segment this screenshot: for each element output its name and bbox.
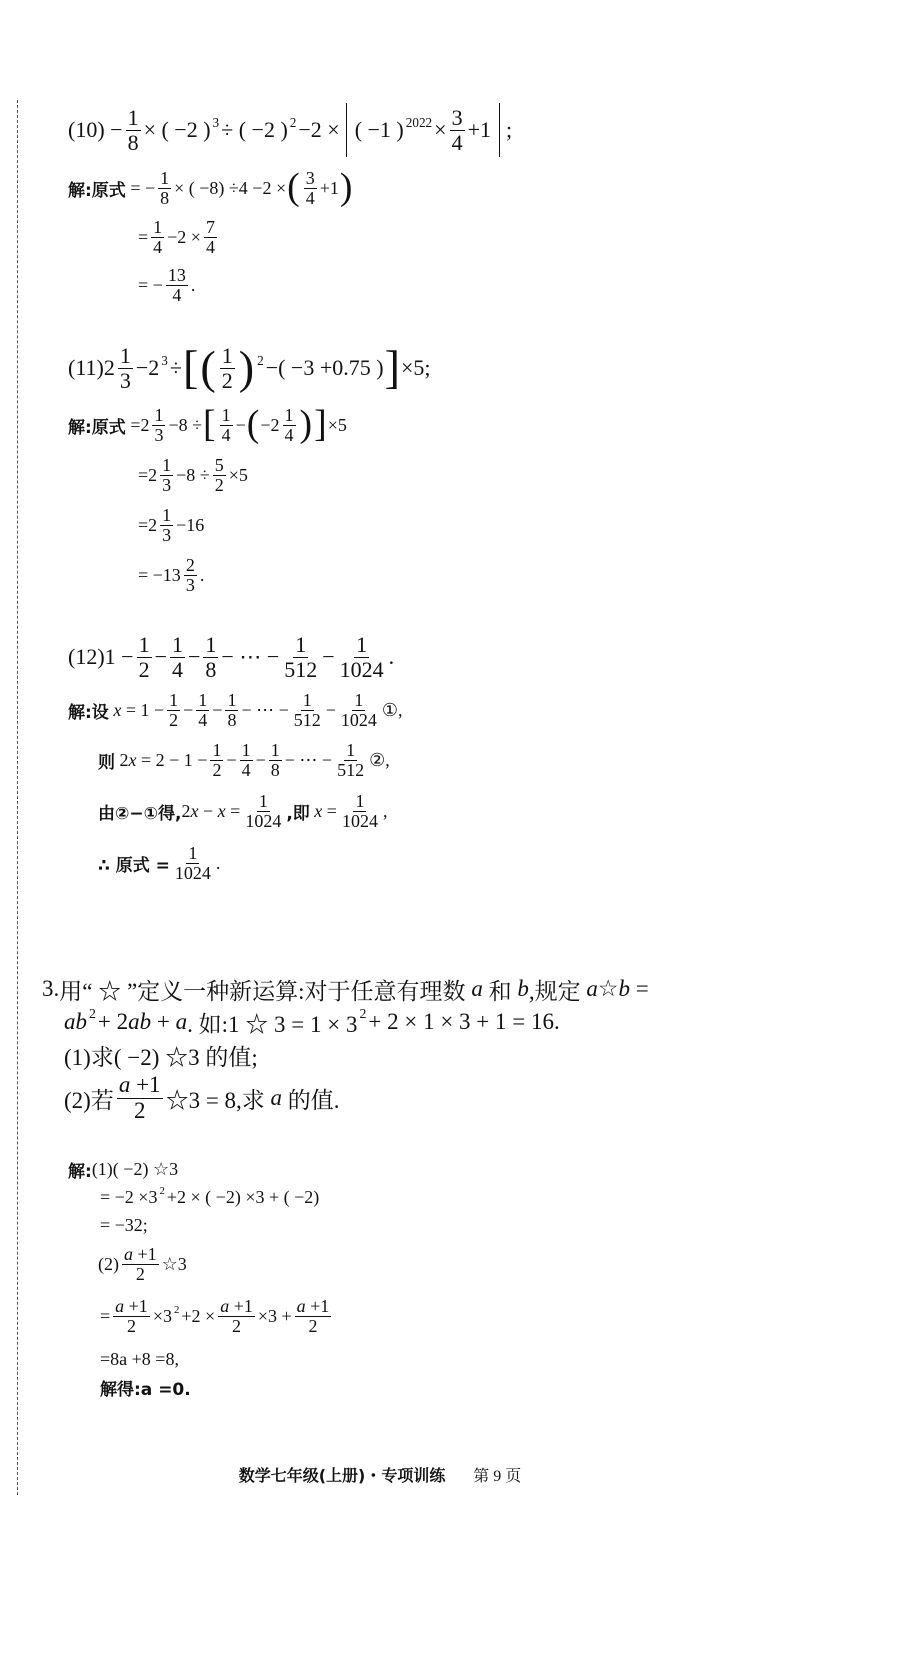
solution-12-line-1: 解:设 x = 1 − $\frac{1}{2}$ − $\frac{1}{4}$ − $\frac{1}{8}$ − ⋯ − $\frac{1}{512}$ − $\frac{1}{1024}$ ①,	[68, 689, 403, 730]
solution-12-line-3: 由②−①得, 2x − x = $\frac{1}{1024}$ ,即 x = $\frac{1}{1024}$ ,	[98, 790, 388, 831]
solution-10-line-2: = $\frac{1}{4}$ −2 × $\frac{7}{4}$	[138, 216, 215, 257]
problem-3-question-1: (1)求( −2) ☆3 的值;	[64, 1044, 258, 1070]
answer-3-line-7: 解得:a =0.	[100, 1379, 191, 1400]
answer-3-line-5: = $\frac{a +1}{2}$ ×3 2 +2 × $\frac{a +1}{2}$ ×3 + $\frac{a +1}{2}$	[100, 1295, 330, 1336]
problem-12-label: (12)	[68, 644, 105, 669]
problem-10-label: (10)	[68, 117, 105, 142]
solution-12-line-2: 则 2x = 2 − 1 − $\frac{1}{2}$ − $\frac{1}{4}$ − $\frac{1}{8}$ − ⋯ − $\frac{1}{512}$ ②,	[98, 739, 390, 780]
solution-11-label: 解:原式	[68, 417, 126, 438]
page-footer	[0, 1463, 760, 1486]
answer-3-line-6: =8a +8 =8,	[100, 1348, 179, 1369]
answer-3-line-4: (2) $\frac{a +1}{2}$ ☆3	[98, 1243, 187, 1284]
solution-10-line-3: = − $\frac{13}{4}$ .	[138, 264, 196, 305]
problem-12: (12) 1 − $\frac{1}{2}$ − $\frac{1}{4}$ − $\frac{1}{8}$ − ⋯ − $\frac{1}{512}$ − $\frac{1}{1024}$ .	[68, 632, 395, 682]
solution-11-line-2: =2 $\frac{1}{3}$ −8 ÷ $\frac{5}{2}$ ×5	[138, 454, 248, 495]
problem-11: (11) 2 $\frac{1}{3}$ −2 3 ÷ [ ( $\frac{1}{2}$ ) 2 −( −3 +0.75 ) ] ×5;	[68, 341, 431, 393]
problem-3-line-1: 3. 用“ ☆ ”定义一种新运算:对于任意有理数 a 和 b ,规定 a☆b =	[42, 976, 649, 1004]
problem-10: (10) − $\frac{1}{8}$ × ( −2 ) 3 ÷ ( −2 ) 2 −2 × ( −1 ) 2022 × $\frac{3}{4}$ +1 ;	[68, 100, 512, 160]
solution-10-label: 解:原式	[68, 180, 126, 201]
problem-3-question-2: (2)若 $\frac{a +1}{2}$ ☆3 = 8,求 a 的值.	[64, 1072, 340, 1123]
answer-3-line-1: 解: (1)( −2) ☆3	[68, 1158, 179, 1182]
footer-book-title: 数学七年级(上册)・专项训练	[238, 1466, 446, 1485]
footer-page-number: 第 9 页	[473, 1468, 522, 1485]
solution-12-line-4: ∴ 原式 = $\frac{1}{1024}$ .	[98, 842, 221, 883]
answer-3-line-2: = −2 ×3 2 +2 × ( −2) ×3 + ( −2)	[100, 1185, 320, 1207]
solution-11-line-4: = −13 $\frac{2}{3}$ .	[138, 554, 205, 595]
solution-10-line-1: 解:原式 = − $\frac{1}{8}$ × ( −8) ÷4 −2 × ( $\frac{3}{4}$ +1 )	[68, 166, 353, 209]
problem-3-line-2: ab 2 + 2ab + a . 如:1 ☆ 3 = 1 × 3 2 + 2 × 1 × 3 + 1 = 16.	[64, 1006, 560, 1037]
absolute-value-bars: ( −1 ) 2022 × $\frac{3}{4}$ +1	[346, 103, 500, 157]
solution-11-line-3: =2 $\frac{1}{3}$ −16	[138, 504, 205, 545]
solution-11-line-1: 解:原式 =2 $\frac{1}{3}$ −8 ÷ [ $\frac{1}{4}$ − ( −2 $\frac{1}{4}$ ) ] ×5	[68, 403, 347, 446]
binding-margin-line	[17, 100, 18, 1495]
answer-3-line-3: = −32;	[100, 1214, 148, 1235]
problem-3-number: 3.	[42, 976, 60, 1001]
problem-11-label: (11)	[68, 355, 104, 380]
